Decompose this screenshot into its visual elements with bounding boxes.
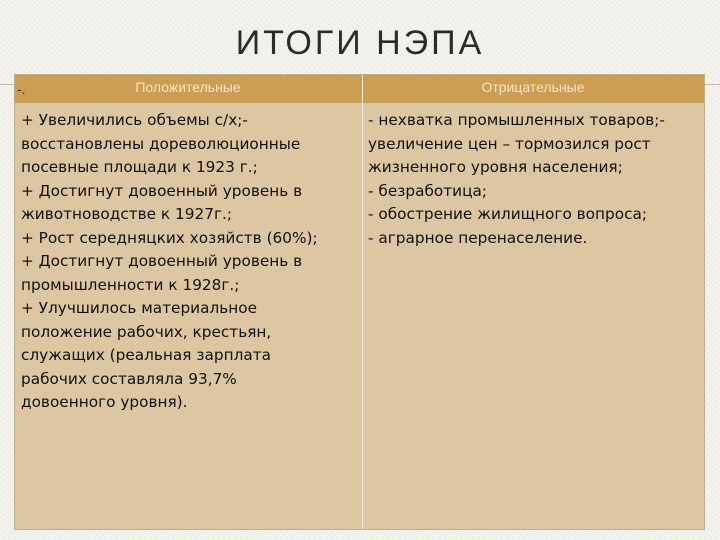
negative-line: - обострение жилищного вопроса; <box>368 205 648 223</box>
positive-line: служащих (реальная зарплата <box>21 346 272 364</box>
positive-line: рабочих составляла 93,7% <box>21 369 237 388</box>
row-marker: -. <box>17 81 26 97</box>
positive-line: животноводстве к 1927г.; <box>21 205 233 223</box>
negative-results-cell <box>368 109 698 250</box>
header-negative: Отрицательные <box>481 79 585 95</box>
negative-line: - нехватка промышленных товаров;- <box>368 111 665 129</box>
positive-results-cell <box>21 109 356 415</box>
negative-line: увеличение цен – тормозился рост <box>368 134 651 153</box>
positive-line: положение рабочих, крестьян, <box>21 322 272 341</box>
negative-line: - безработица; <box>368 181 488 200</box>
table-header-row <box>15 75 704 103</box>
positive-line: + Рост середняцких хозяйств (60%); <box>21 228 318 247</box>
positive-line: + Достигнут довоенный уровень в <box>21 252 303 270</box>
positive-line: + Улучшилось материальное <box>21 299 258 317</box>
positive-line: + Достигнут довоенный уровень в <box>21 181 303 200</box>
slide-title: ИТОГИ НЭПА <box>235 24 485 62</box>
positive-line: + Увеличились объемы с/х;- <box>21 111 248 129</box>
positive-line: посевные площади к 1923 г.; <box>21 158 258 176</box>
positive-line: промышленности к 1928г.; <box>21 275 240 294</box>
negative-line: жизненного уровня населения; <box>368 158 623 176</box>
positive-line: довоенного уровня). <box>21 393 188 411</box>
negative-line: - аграрное перенаселение. <box>368 228 588 247</box>
results-table <box>14 74 705 530</box>
column-divider <box>362 75 363 529</box>
header-positive: Положительные <box>135 79 241 95</box>
positive-line: восстановлены дореволюционные <box>21 134 301 153</box>
